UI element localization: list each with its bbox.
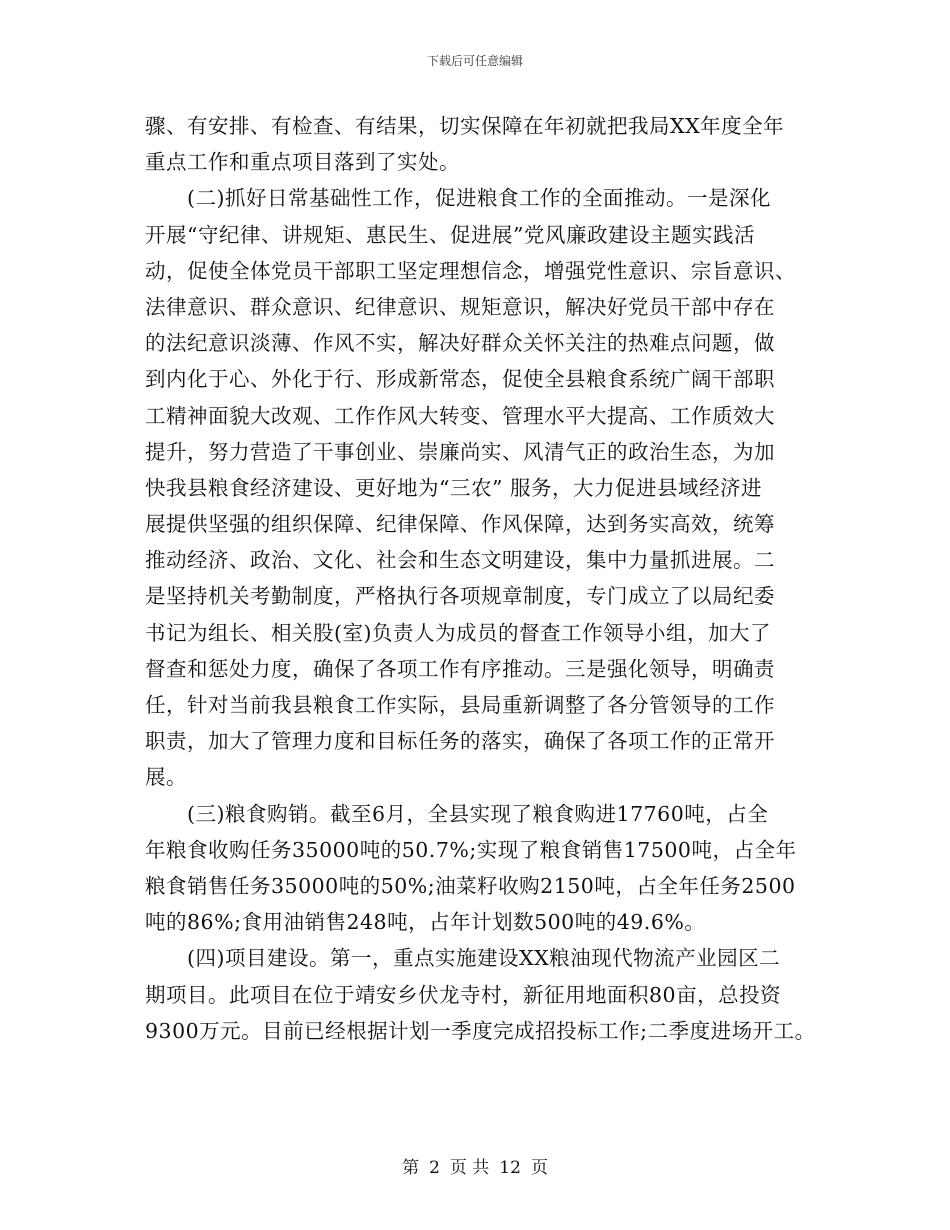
text-line: 提升，努力营造了干事创业、崇廉尚实、风清气正的政治生态，为加	[145, 439, 775, 464]
text-line: 展提供坚强的组织保障、纪律保障、作风保障，达到务实高效，统筹	[145, 512, 775, 537]
page-number: 2	[429, 1158, 440, 1178]
text-line: 职责，加大了管理力度和目标任务的落实，确保了各项工作的正常开	[145, 729, 775, 754]
paragraph	[145, 796, 825, 941]
text-line: 法律意识、群众意识、纪律意识、规矩意识，解决好党员干部中存在	[145, 294, 775, 319]
text-line: (二)抓好日常基础性工作，促进粮食工作的全面推动。一是深化	[187, 186, 771, 211]
text-line: 骤、有安排、有检查、有结果，切实保障在年初就把我局XX年度全年	[145, 114, 785, 138]
text-line: 动，促使全体党员干部职工坚定理想信念，增强党性意识、宗旨意识、	[145, 258, 796, 283]
text-line: 重点工作和重点项目落到了实处。	[145, 150, 460, 175]
text-line: 开展“守纪律、讲规矩、惠民生、促进展”党风廉政建设主题实践活	[145, 222, 755, 247]
text-line: (四)项目建设。第一，重点实施建设XX粮油现代物流产业园区二	[187, 946, 781, 971]
paragraph	[145, 940, 825, 1049]
footer-prefix: 第	[402, 1158, 420, 1178]
text-line: 展。	[145, 765, 187, 790]
text-line: 9300万元。目前已经根据计划一季度完成招投标工作;二季度进场开工。	[145, 1018, 816, 1043]
text-line: 年粮食收购任务35000吨的50.7%;实现了粮食销售17500吨，占全年	[145, 837, 797, 862]
text-line: 的法纪意识淡薄、作风不实，解决好群众关怀关注的热难点问题，做	[145, 331, 775, 356]
page-footer	[0, 1153, 950, 1178]
text-line: 任，针对当前我县粮食工作实际，县局重新调整了各分管领导的工作	[145, 693, 775, 717]
text-line: 工精神面貌大改观、工作作风大转变、管理水平大提高、工作质效大	[145, 403, 775, 428]
paragraph	[145, 180, 825, 795]
total-pages: 12	[499, 1158, 521, 1178]
text-line: 推动经济、政治、文化、社会和生态文明建设，集中力量抓进展。二	[145, 548, 775, 573]
text-line: 督查和惩处力度，确保了各项工作有序推动。三是强化领导，明确责	[145, 656, 775, 681]
text-line: 快我县粮食经济建设、更好地为“三农” 服务，大力促进县域经济进	[145, 475, 762, 500]
text-line: (三)粮食购销。截至6月，全县实现了粮食购进17760吨，占全	[187, 801, 769, 826]
document-body	[145, 108, 825, 1049]
text-line: 到内化于心、外化于行、形成新常态，促使全县粮食系统广阔干部职	[145, 367, 775, 392]
footer-suffix: 页	[530, 1158, 548, 1178]
text-line: 期项目。此项目在位于靖安乡伏龙寺村，新征用地面积80亩，总投资	[145, 982, 782, 1007]
text-line: 粮食销售任务35000吨的50%;油菜籽收购2150吨，占全年任务2500	[145, 873, 796, 898]
text-line: 是坚持机关考勤制度，严格执行各项规章制度，专门成立了以局纪委	[145, 584, 775, 609]
page-header: 下载后可任意编辑	[426, 54, 523, 68]
text-line: 书记为组长、相关股(室)负责人为成员的督查工作领导小组，加大了	[145, 620, 771, 645]
paragraph	[145, 108, 825, 180]
text-line: 吨的86%;食用油销售248吨，占年计划数500吨的49.6%。	[145, 910, 706, 935]
footer-middle: 页 共	[449, 1158, 490, 1178]
